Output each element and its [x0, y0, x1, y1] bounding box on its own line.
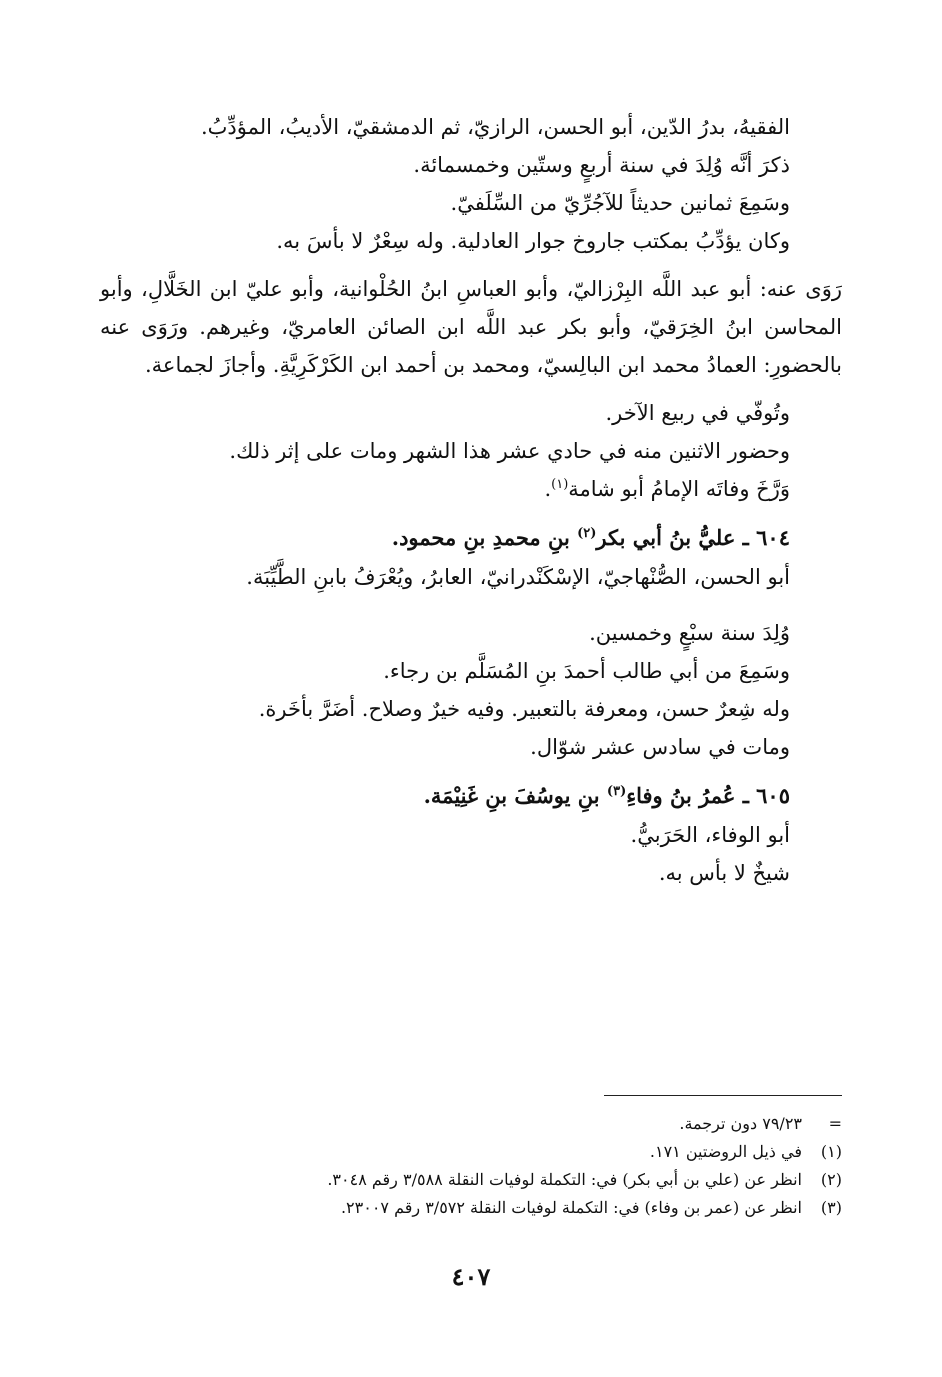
- page-body: [100, 108, 842, 892]
- death-line-1: وتُوفّي في ربيع الآخر.: [605, 401, 790, 425]
- entry-604-line-2: وُلِدَ سنة سبْعٍ وخمسين.: [589, 621, 790, 645]
- entry-605-heading-name: ٦٠٥ ـ عُمرُ بنُ وفاءِ: [626, 783, 790, 808]
- riwaya-paragraph: رَوَى عنه: أبو عبد اللَّه البِرْزاليّ، وأبو العباسِ ابنُ الحُلْوانية، وأبو عليّ ابن الخَلَّالِ، وأبو المحاسن ابنُ الخِرَقيّ، وأبو بكر عبد اللَّه ابن الصائن العامريّ، وغيرهم. ورَوَى عنه بالحضورِ: العمادُ محمد ابن البالِسيّ، ومحمد بن أحمد ابن الكَرْكَرِيَّةِ. وأجازَ لجماعة.: [100, 277, 842, 377]
- footnote-mark: (٢): [820, 1170, 842, 1189]
- footnote-divider: [604, 1095, 842, 1096]
- footnote-text: انظر عن (عمر بن وفاء) في: التكملة لوفيات النقلة ٣/٥٧٢ رقم ٢٣٠٠٧.: [340, 1198, 802, 1217]
- footnote-ref-1[interactable]: (١): [551, 477, 569, 492]
- footnote-text: انظر عن (علي بن أبي بكر) في: التكملة لوفيات النقلة ٣/٥٨٨ رقم ٣٠٤٨.: [327, 1170, 802, 1189]
- footnotes: [100, 1110, 842, 1222]
- entry-605-line-2: شيخٌ لا بأس به.: [658, 861, 790, 885]
- entry-603-line-2: ذكرَ أنَّه وُلِدَ في سنة أربعٍ وستّين وخمسمائة.: [413, 153, 790, 177]
- entry-604-heading-name: ٦٠٤ ـ عليُّ بنُ أبي بكر: [596, 525, 790, 550]
- death-citation-line: [100, 470, 842, 508]
- spacer: [100, 766, 842, 776]
- entry-605-heading: [100, 776, 842, 816]
- spacer: [100, 596, 842, 614]
- footnote-ref-3[interactable]: (٣): [606, 784, 627, 799]
- spacer: [100, 384, 842, 394]
- footnote-3: [100, 1194, 842, 1222]
- footnote-text: في ذيل الروضتين ١٧١.: [649, 1142, 802, 1161]
- spacer: [100, 260, 842, 270]
- entry-603-line-1: الفقيهُ، بدرُ الدّين، أبو الحسن، الرازيّ، ثم الدمشقيّ، الأديبُ، المؤدِّبُ.: [200, 115, 790, 139]
- footnote-2: [100, 1166, 842, 1194]
- entry-605-heading-lineage: بنِ يوسُفَ بنِ غَنِيْمَة.: [423, 783, 607, 808]
- entry-603-line-4: وكان يؤدِّبُ بمكتب جاروخ جوار العادلية. وله سِعْرٌ لا بأسَ به.: [276, 229, 790, 253]
- footnote-mark: (١): [820, 1142, 842, 1161]
- death-citation-end: .: [544, 477, 552, 501]
- entry-605-line-1: أبو الوفاء، الحَرَبيُّ.: [630, 823, 790, 847]
- footnote-mark: (٣): [820, 1198, 842, 1217]
- entry-604-heading-lineage: بنِ محمدِ بنِ محمود.: [391, 525, 578, 550]
- death-citation-text: وَرَّخَ وفاتَه الإمامُ أبو شامة: [568, 477, 790, 501]
- entry-603-line-3: وسَمِعَ ثمانين حديثاً للآجُرِّيّ من السِّلَفيّ.: [450, 191, 790, 215]
- entry-604-line-1: أبو الحسن، الصُّنْهاجيّ، الإسْكَنْدرانيّ، العابرُ، ويُعْرَفُ بابنِ الطَّيِّبَة.: [246, 565, 790, 589]
- footnote-mark: =: [828, 1114, 842, 1133]
- entry-604-line-4: وله شِعرٌ حسن، ومعرفة بالتعبير. وفيه خيرٌ وصلاح. أضَرَّ بأخَرة.: [258, 697, 790, 721]
- spacer: [100, 508, 842, 518]
- entry-604-line-3: وسَمِعَ من أبي طالب أحمدَ بنِ المُسَلَّم بن رجاء.: [383, 659, 790, 683]
- footnote-text: ٧٩/٢٣ دون ترجمة.: [679, 1114, 802, 1133]
- footnote-1: [100, 1138, 842, 1166]
- page-number: ٤٠٧: [451, 1262, 491, 1291]
- footnote-continued: [100, 1110, 842, 1138]
- death-line-2: وحضور الاثنين منه في حادي عشر هذا الشهر ومات على إثر ذلك.: [229, 439, 790, 463]
- footnote-ref-2[interactable]: (٢): [577, 526, 597, 541]
- entry-604-line-5: ومات في سادس عشر شوّال.: [530, 735, 790, 759]
- entry-604-heading: [100, 518, 842, 558]
